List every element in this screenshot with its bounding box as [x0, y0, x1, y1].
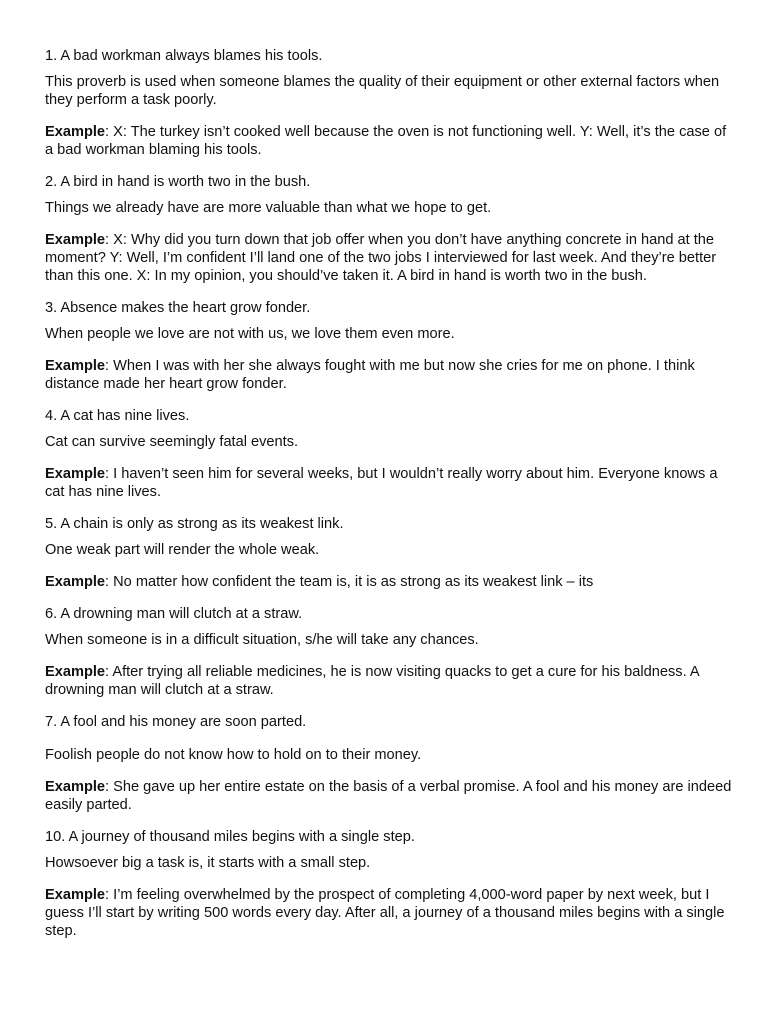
proverb-example: [45, 465, 735, 501]
proverb-entry-7: [45, 713, 735, 814]
proverb-meaning: Howsoever big a task is, it starts with a small step.: [45, 855, 371, 871]
proverb-example: [45, 573, 735, 591]
proverb-entry-2: [45, 173, 735, 285]
proverb-example: [45, 357, 735, 393]
example-text: : She gave up her entire estate on the basis of a verbal promise. A fool and his money are indeed easily parted.: [45, 779, 732, 813]
proverb-example: [45, 231, 735, 285]
proverb-example: [45, 778, 735, 814]
proverb-meaning: Foolish people do not know how to hold on to their money.: [45, 747, 422, 763]
proverb-entry-1: [45, 47, 735, 159]
example-text: : I haven’t seen him for several weeks, but I wouldn’t really worry about him. Everyone knows a cat has nine lives.: [45, 466, 718, 500]
proverb-example: [45, 886, 735, 940]
proverb-meaning: Things we already have are more valuable than what we hope to get.: [45, 200, 492, 216]
example-text: : I’m feeling overwhelmed by the prospect of completing 4,000-word paper by next week, but I guess I’ll start by writing 500 words every day. After all, a journey of a thousand miles begins with a single step.: [45, 887, 725, 939]
proverb-meaning: Cat can survive seemingly fatal events.: [45, 434, 299, 450]
example-label: Example: [45, 664, 106, 680]
proverb-example: [45, 123, 735, 159]
proverb-heading: 5. A chain is only as strong as its weakest link.: [45, 516, 344, 532]
example-label: Example: [45, 779, 106, 795]
proverb-heading: 1. A bad workman always blames his tools.: [45, 48, 323, 64]
proverb-entry-10: [45, 828, 735, 940]
proverb-entry-4: [45, 407, 735, 501]
proverb-entry-5: [45, 515, 735, 591]
example-text: : X: Why did you turn down that job offer when you don’t have anything concrete in hand at the moment? Y: Well, I’m confident I’ll land one of the two jobs I interviewed for last week. And they’re better than this one. X: In my opinion, you should’ve taken it. A bird in hand is worth two in the bush.: [45, 232, 717, 284]
example-text: : When I was with her she always fought with me but now she cries for me on phone. I think distance made her heart grow fonder.: [45, 358, 695, 392]
example-text: : No matter how confident the team is, it is as strong as its weakest link – its: [105, 574, 594, 590]
proverb-heading: 2. A bird in hand is worth two in the bush.: [45, 174, 311, 190]
example-label: Example: [45, 466, 106, 482]
proverb-meaning: When someone is in a difficult situation, s/he will take any chances.: [45, 632, 479, 648]
proverb-entry-6: [45, 605, 735, 699]
proverb-entry-3: [45, 299, 735, 393]
document-page: [45, 47, 735, 954]
proverb-heading: 3. Absence makes the heart grow fonder.: [45, 300, 311, 316]
proverb-heading: 4. A cat has nine lives.: [45, 408, 190, 424]
example-label: Example: [45, 124, 106, 140]
example-label: Example: [45, 358, 106, 374]
proverb-example: [45, 663, 735, 699]
proverb-heading: 7. A fool and his money are soon parted.: [45, 714, 307, 730]
example-label: Example: [45, 232, 106, 248]
example-text: : After trying all reliable medicines, he is now visiting quacks to get a cure for his baldness. A drowning man will clutch at a straw.: [45, 664, 699, 698]
proverb-meaning: This proverb is used when someone blames the quality of their equipment or other external factors when they perform a task poorly.: [45, 74, 720, 108]
proverb-meaning: One weak part will render the whole weak.: [45, 542, 320, 558]
example-label: Example: [45, 887, 106, 903]
proverb-meaning: When people we love are not with us, we love them even more.: [45, 326, 455, 342]
example-text: : X: The turkey isn’t cooked well because the oven is not functioning well. Y: Well, it’s the case of a bad workman blaming his tools.: [45, 124, 727, 158]
example-label: Example: [45, 574, 106, 590]
proverb-heading: 10. A journey of thousand miles begins with a single step.: [45, 829, 415, 845]
proverb-heading: 6. A drowning man will clutch at a straw.: [45, 606, 303, 622]
